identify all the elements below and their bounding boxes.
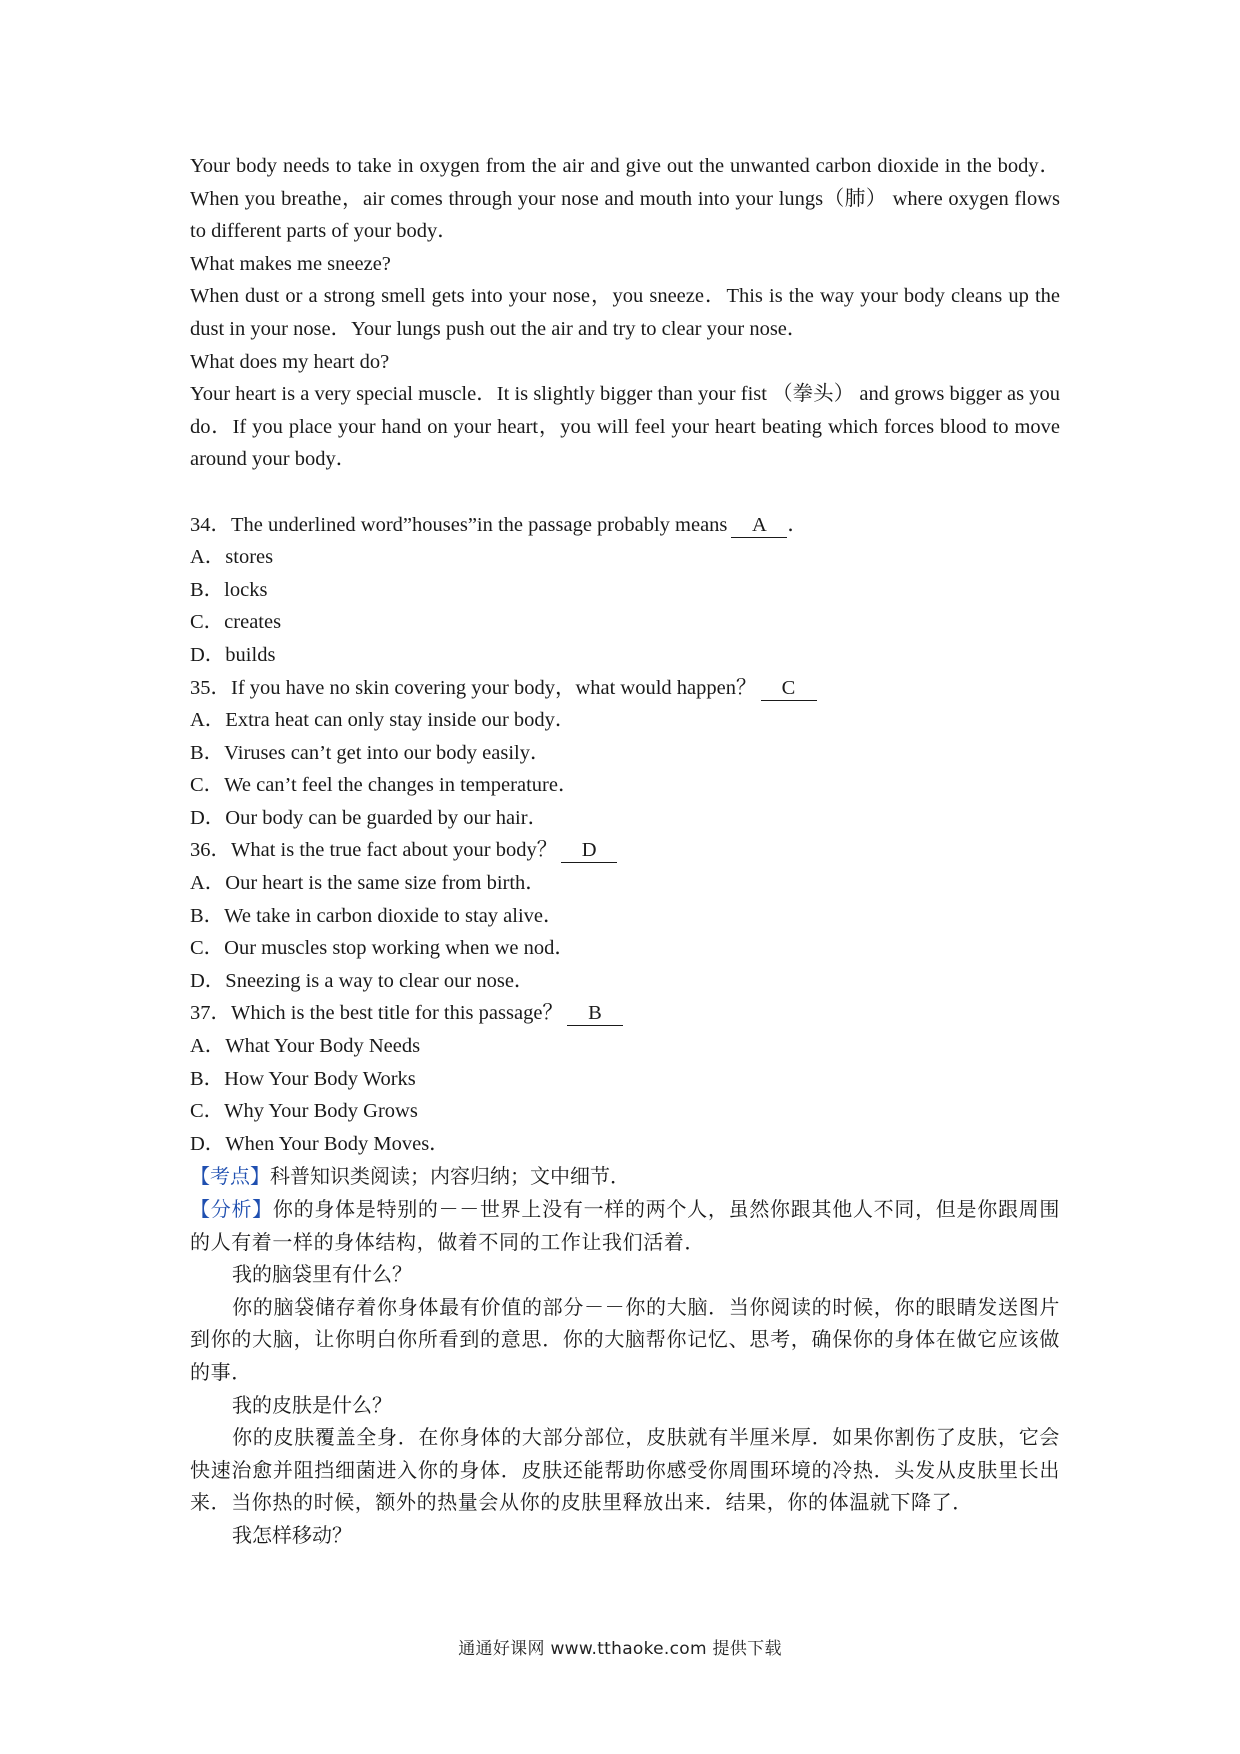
question-text: 36．What is the true fact about your body？	[190, 839, 558, 862]
question-34-stem	[190, 509, 1060, 542]
question-34-option-a: A．stores	[190, 546, 274, 569]
question-37-option-c: C．Why Your Body Grows	[190, 1100, 418, 1123]
question-35-option-b: B．Viruses can’t get into our body easily．	[190, 741, 551, 764]
answer-blank: D	[561, 838, 617, 863]
analysis-question-skin: 我的皮肤是什么？	[232, 1392, 392, 1417]
analysis-question-move: 我怎样移动？	[232, 1522, 352, 1547]
question-34-option-d: D．builds	[190, 643, 276, 666]
kaodian-tag: 【考点】	[190, 1164, 270, 1189]
question-35-option-d: D．Our body can be guarded by our hair．	[190, 806, 549, 829]
question-text: 37．Which is the best title for this passage？	[190, 1002, 563, 1025]
passage-paragraph-breathing: Your body needs to take in oxygen from the air and give out the unwanted carbon dioxide in the body．When you breathe，air comes through your nose and mouth into your lungs（肺） where oxygen flows to different parts of your body．	[190, 155, 1060, 243]
section-gap	[190, 476, 1060, 509]
analysis-question-head: 我的脑袋里有什么？	[232, 1262, 412, 1287]
analysis-kaodian	[190, 1160, 1060, 1193]
question-36-option-b: B．We take in carbon dioxide to stay alive．	[190, 904, 564, 927]
fenxi-tag: 【分析】	[190, 1197, 273, 1221]
passage-paragraph-sneeze: When dust or a strong smell gets into your nose，you sneeze．This is the way your body cleans up the dust in your nose．Your lungs push out the air and try to clear your nose．	[190, 285, 1060, 340]
answer-blank: C	[761, 676, 817, 701]
question-35-stem	[190, 672, 1060, 705]
passage-heading-sneeze: What makes me sneeze?	[190, 252, 391, 275]
passage-heading-heart: What does my heart do?	[190, 350, 390, 373]
page-footer: 通通好课网 www.tthaoke.com 提供下载	[458, 1639, 782, 1659]
question-37-option-a: A．What Your Body Needs	[190, 1035, 421, 1058]
question-36-option-a: A．Our heart is the same size from birth．	[190, 872, 546, 895]
question-36-stem	[190, 834, 1060, 867]
question-34-option-c: C．creates	[190, 611, 282, 634]
analysis-answer-head	[190, 1291, 1060, 1389]
fenxi-text: 你的身体是特别的－－世界上没有一样的两个人，虽然你跟其他人不同，但是你跟周围的人有着一样的身体结构，做着不同的工作让我们活着．	[190, 1197, 1060, 1254]
question-37-option-b: B．How Your Body Works	[190, 1067, 416, 1090]
analysis-answer-skin	[190, 1421, 1060, 1519]
passage-paragraph-heart: Your heart is a very special muscle．It is slightly bigger than your fist （拳头） and grows bigger as you do．If you place your hand on your heart，you will feel your heart beating which forces blood to move around your body．	[190, 383, 1060, 471]
question-37-option-d: D．When Your Body Moves．	[190, 1132, 450, 1155]
question-36-option-c: C．Our muscles stop working when we nod．	[190, 937, 575, 960]
question-36-option-d: D．Sneezing is a way to clear our nose．	[190, 969, 535, 992]
answer-blank: A	[731, 513, 787, 538]
question-suffix: ．	[787, 513, 808, 536]
question-text: 35．If you have no skin covering your body，what would happen？	[190, 676, 757, 699]
question-text: 34．The underlined word”houses”in the passage probably means	[190, 513, 728, 536]
document-page	[190, 150, 1060, 1552]
kaodian-text: 科普知识类阅读；内容归纳；文中细节．	[270, 1164, 630, 1189]
analysis-answer-skin-text: 你的皮肤覆盖全身．在你身体的大部分部位，皮肤就有半厘米厚．如果你割伤了皮肤，它会快速治愈并阻挡细菌进入你的身体．皮肤还能帮助你感受你周围环境的冷热．头发从皮肤里长出来．当你热的时候，额外的热量会从你的皮肤里释放出来．结果，你的体温就下降了．	[190, 1425, 1060, 1515]
question-37-stem	[190, 997, 1060, 1030]
analysis-fenxi	[190, 1193, 1060, 1258]
question-34-option-b: B．locks	[190, 578, 268, 601]
question-35-option-c: C．We can’t feel the changes in temperature．	[190, 774, 579, 797]
question-35-option-a: A．Extra heat can only stay inside our body．	[190, 709, 576, 732]
answer-blank: B	[567, 1001, 623, 1026]
analysis-answer-head-text: 你的脑袋储存着你身体最有价值的部分－－你的大脑．当你阅读的时候，你的眼睛发送图片到你的大脑，让你明白你所看到的意思．你的大脑帮你记忆、思考，确保你的身体在做它应该做的事．	[190, 1294, 1060, 1384]
